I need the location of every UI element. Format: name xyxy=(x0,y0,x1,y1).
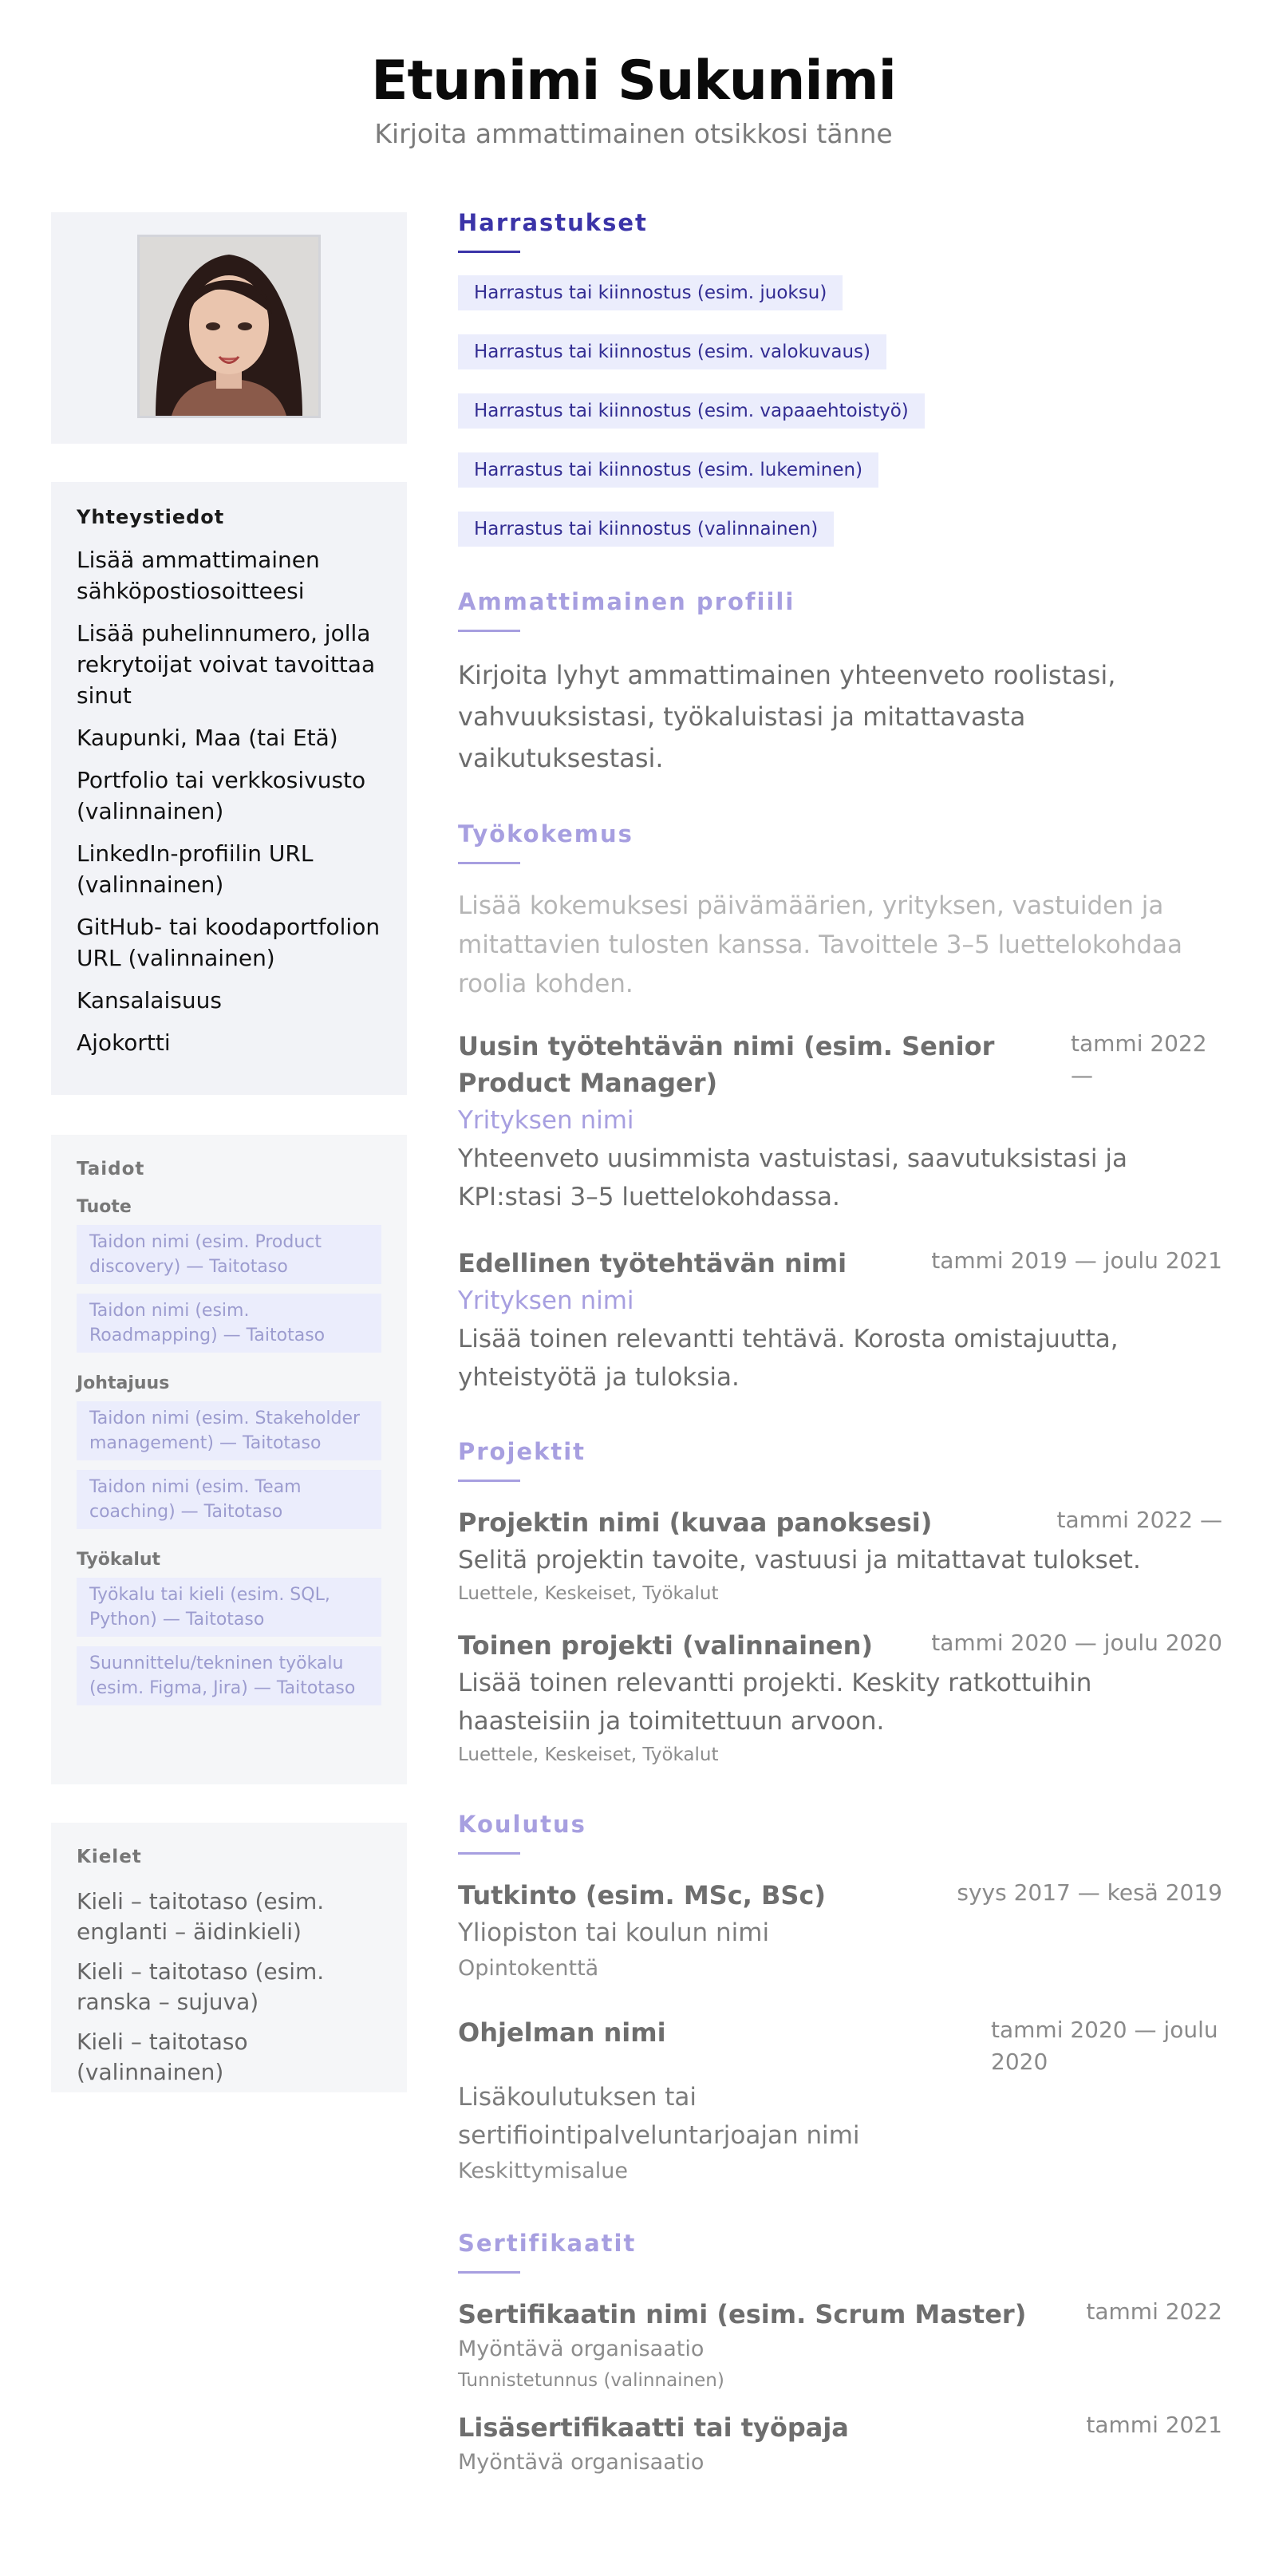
contact-portfolio: Portfolio tai verkkosivusto (valinnainen) xyxy=(77,767,366,824)
resume-header xyxy=(0,46,1267,152)
language-item: Kieli – taitotaso (valinnainen) xyxy=(77,2029,248,2085)
skills-title: Taidot xyxy=(77,1159,145,1179)
education-section xyxy=(458,1811,1222,2188)
contact-location: Kaupunki, Maa (tai Etä) xyxy=(77,725,338,751)
contact-phone: Lisää puhelinnumero, jolla rekrytoijat voivat tavoittaa sinut xyxy=(77,620,376,709)
job-dates: tammi 2019 — joulu 2021 xyxy=(931,1247,1222,1274)
section-divider xyxy=(458,1852,520,1855)
main-column xyxy=(458,209,1222,2521)
credential-id: Tunnistetunnus (valinnainen) xyxy=(458,2370,724,2391)
certification-entry xyxy=(458,2409,1222,2479)
skill-group-leadership xyxy=(77,1373,381,1529)
certification-title: Sertifikaatin nimi (esim. Scrum Master) xyxy=(458,2299,1027,2329)
project-entry xyxy=(458,1627,1222,1769)
education-dates: syys 2017 — kesä 2019 xyxy=(957,1879,1222,1906)
skill-tag: Taidon nimi (esim. Team coaching) — Taitotaso xyxy=(77,1470,381,1529)
hobby-tag: Harrastus tai kiinnostus (esim. valokuvaus) xyxy=(458,334,886,369)
company-name: Yrityksen nimi xyxy=(458,1286,634,1315)
language-item: Kieli – taitotaso (esim. ranska – sujuva) xyxy=(77,1958,325,2015)
skill-tag: Työkalu tai kieli (esim. SQL, Python) — Taitotaso xyxy=(77,1578,381,1637)
job-dates: tammi 2022 — xyxy=(1071,1030,1207,1088)
job-title: Edellinen työtehtävän nimi xyxy=(458,1248,847,1278)
education-dates: tammi 2020 — joulu 2020 xyxy=(991,2017,1218,2075)
certifications-title: Sertifikaatit xyxy=(458,2230,637,2257)
certifications-section xyxy=(458,2230,1222,2479)
experience-intro: Lisää kokemuksesi päivämäärien, yrityksen, vastuiden ja mitattavien tulosten kanssa. Tavoittele 3–5 luettelokohdaa roolia kohden. xyxy=(458,891,1182,998)
issuing-organization: Myöntävä organisaatio xyxy=(458,2450,705,2475)
section-divider xyxy=(458,862,520,864)
issuing-organization: Myöntävä organisaatio xyxy=(458,2337,705,2361)
education-title: Koulutus xyxy=(458,1811,586,1838)
professional-headline: Kirjoita ammattimainen otsikkosi tänne xyxy=(374,118,893,149)
skill-tag: Taidon nimi (esim. Stakeholder management) — Taitotaso xyxy=(77,1401,381,1460)
focus-area: Keskittymisalue xyxy=(458,2159,628,2183)
project-dates: tammi 2022 — xyxy=(1056,1507,1222,1533)
experience-title: Työkokemus xyxy=(458,820,634,847)
contact-title: Yhteystiedot xyxy=(77,506,225,528)
hobbies-title: Harrastukset xyxy=(458,209,648,236)
project-description: Selitä projektin tavoite, vastuusi ja mitattavat tulokset. xyxy=(458,1546,1141,1574)
language-item: Kieli – taitotaso (esim. englanti – äidinkieli) xyxy=(77,1888,325,1945)
skill-group-title: Tuote xyxy=(77,1197,132,1217)
job-description: Yhteenveto uusimmista vastuistasi, saavutuksistasi ja KPI:stasi 3–5 luettelokohdassa. xyxy=(458,1144,1128,1211)
skill-group-title: Johtajuus xyxy=(77,1373,170,1393)
project-title: Projektin nimi (kuvaa panoksesi) xyxy=(458,1507,933,1538)
experience-entry xyxy=(458,1028,1222,1216)
experience-section xyxy=(458,820,1222,1397)
full-name: Etunimi Sukunimi xyxy=(371,49,896,113)
project-entry xyxy=(458,1504,1222,1608)
skill-group-tools xyxy=(77,1550,381,1705)
contact-card xyxy=(51,482,407,1095)
skill-group-product xyxy=(77,1197,381,1353)
project-tools: Luettele, Keskeiset, Työkalut xyxy=(458,1583,719,1604)
contact-email: Lisää ammattimainen sähköpostiosoitteesi xyxy=(77,547,320,604)
skill-group-title: Työkalut xyxy=(77,1550,161,1570)
photo-card xyxy=(51,212,407,444)
skill-tag: Taidon nimi (esim. Product discovery) — Taitotaso xyxy=(77,1225,381,1284)
field-of-study: Opintokenttä xyxy=(458,1956,599,1981)
skills-card xyxy=(51,1135,407,1784)
profile-title: Ammattimainen profiili xyxy=(458,588,795,615)
job-title: Uusin työtehtävän nimi (esim. Senior Product Manager) xyxy=(458,1031,995,1098)
contact-drivers-license: Ajokortti xyxy=(77,1029,171,1056)
project-tools: Luettele, Keskeiset, Työkalut xyxy=(458,1744,719,1765)
certification-title: Lisäsertifikaatti tai työpaja xyxy=(458,2412,849,2443)
profile-photo-icon xyxy=(140,237,318,416)
hobby-tag: Harrastus tai kiinnostus (valinnainen) xyxy=(458,512,834,547)
profile-photo xyxy=(137,235,321,418)
certification-date: tammi 2021 xyxy=(1086,2412,1222,2438)
skill-tag: Suunnittelu/tekninen työkalu (esim. Figma, Jira) — Taitotaso xyxy=(77,1646,381,1705)
section-divider xyxy=(458,1480,520,1482)
certification-entry xyxy=(458,2296,1222,2395)
contact-citizenship: Kansalaisuus xyxy=(77,987,222,1013)
school-name: Yliopiston tai koulun nimi xyxy=(458,1918,770,1947)
education-entry xyxy=(458,2014,1222,2188)
languages-title: Kielet xyxy=(77,1847,142,1867)
certification-date: tammi 2022 xyxy=(1086,2298,1222,2325)
project-description: Lisää toinen relevantti projekti. Keskity ratkottuihin haasteisiin ja toimitettuun arvoon. xyxy=(458,1669,1092,1736)
skill-tag: Taidon nimi (esim. Roadmapping) — Taitotaso xyxy=(77,1294,381,1353)
projects-section xyxy=(458,1438,1222,1769)
projects-title: Projektit xyxy=(458,1438,586,1465)
section-divider xyxy=(458,630,520,632)
project-dates: tammi 2020 — joulu 2020 xyxy=(931,1630,1222,1656)
degree-title: Tutkinto (esim. MSc, BSc) xyxy=(458,1880,827,1910)
project-title: Toinen projekti (valinnainen) xyxy=(458,1630,873,1661)
contact-linkedin: LinkedIn-profiilin URL (valinnainen) xyxy=(77,840,314,898)
program-title: Ohjelman nimi xyxy=(458,2017,666,2048)
hobby-tag: Harrastus tai kiinnostus (esim. lukeminen) xyxy=(458,452,878,488)
company-name: Yrityksen nimi xyxy=(458,1106,634,1135)
contact-github: GitHub- tai koodaportfolion URL (valinnainen) xyxy=(77,914,381,971)
section-divider xyxy=(458,251,520,253)
school-name: Lisäkoulutuksen tai sertifiointipalveluntarjoajan nimi xyxy=(458,2083,860,2150)
hobbies-section xyxy=(458,209,1222,547)
hobby-tag: Harrastus tai kiinnostus (esim. vapaaehtoistyö) xyxy=(458,393,925,429)
profile-summary: Kirjoita lyhyt ammattimainen yhteenveto roolistasi, vahvuuksistasi, työkaluistasi ja mitattavasta vaikutuksestasi. xyxy=(458,660,1116,773)
section-divider xyxy=(458,2271,520,2274)
languages-card xyxy=(51,1823,407,2092)
education-entry xyxy=(458,1877,1222,1985)
experience-entry xyxy=(458,1245,1222,1397)
hobby-tag: Harrastus tai kiinnostus (esim. juoksu) xyxy=(458,275,843,310)
job-description: Lisää toinen relevantti tehtävä. Korosta omistajuutta, yhteistyötä ja tuloksia. xyxy=(458,1325,1119,1392)
profile-section xyxy=(458,588,1222,779)
